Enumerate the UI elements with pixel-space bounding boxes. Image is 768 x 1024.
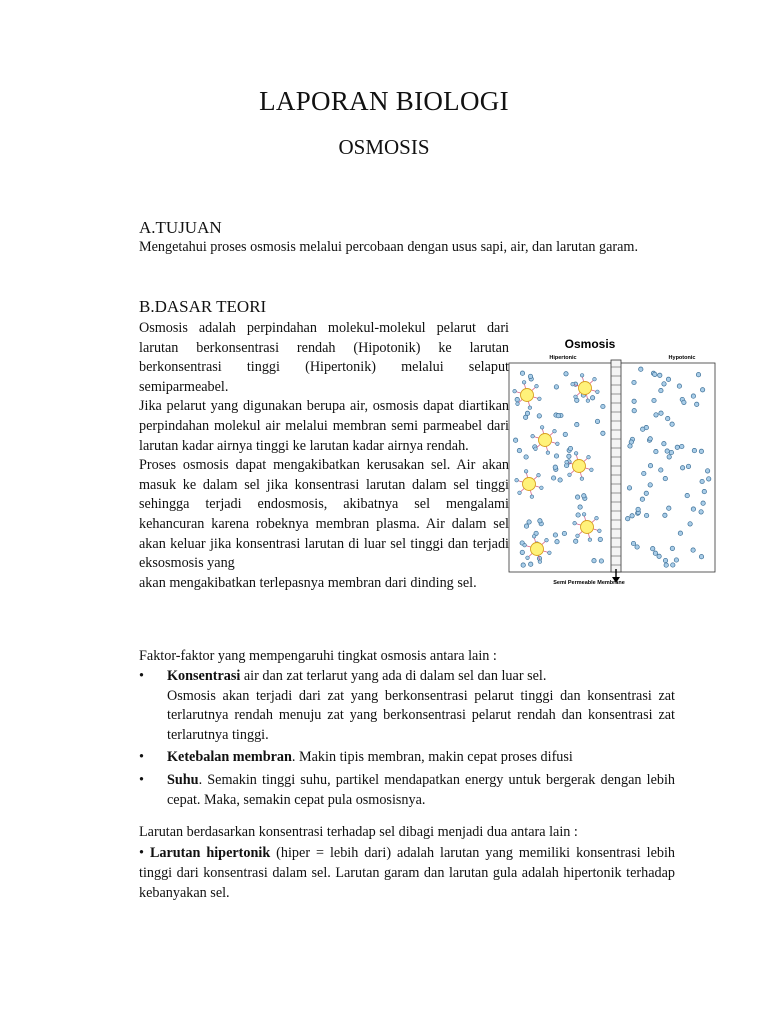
page-subtitle: OSMOSIS [338, 135, 430, 159]
water-molecule [685, 493, 689, 497]
water-molecule [555, 540, 559, 544]
section-heading-tujuan: A.TUJUAN [139, 218, 222, 237]
water-molecule [666, 377, 670, 381]
water-molecule [678, 531, 682, 535]
water-molecule [640, 497, 644, 501]
water-molecule [596, 390, 600, 394]
solute-particle [579, 382, 592, 395]
water-molecule [642, 471, 646, 475]
water-molecule [528, 374, 532, 378]
water-molecule [659, 468, 663, 472]
water-molecule [535, 384, 539, 388]
larutan-term: Larutan hipertonik [149, 845, 271, 861]
water-molecule [530, 495, 534, 499]
water-molecule [628, 444, 632, 448]
water-molecule [515, 478, 519, 482]
water-molecule [674, 558, 678, 562]
water-molecule [565, 460, 569, 464]
teori-paragraph: Osmosis adalah perpindahan molekul-molekul pelarut dari larutan berkonsentrasi rendah (Hipotonik) ke larutan berkonsentrasi tinggi (Hipertonik) melalui selaput semiparmeabel. [139, 320, 509, 395]
faktor-intro: Faktor-faktor yang mempengaruhi tingkat osmosis antara lain : [139, 648, 497, 664]
water-molecule [667, 455, 671, 459]
water-molecule [545, 538, 549, 542]
bullet: • [139, 845, 144, 861]
water-molecule [538, 560, 542, 564]
water-molecule [648, 483, 652, 487]
water-molecule [659, 411, 663, 415]
water-molecule [582, 513, 586, 517]
water-molecule [521, 563, 525, 567]
diagram-bottom-label: Semi Permeable Membrane [553, 580, 625, 586]
list-item [139, 771, 675, 810]
water-molecule [632, 399, 636, 403]
faktor-text: air dan zat terlarut yang ada di dalam sel dan luar sel. [240, 668, 547, 684]
water-molecule [580, 374, 584, 378]
water-molecule [601, 431, 605, 435]
water-molecule [578, 505, 582, 509]
water-molecule [700, 479, 704, 483]
water-molecule [537, 473, 541, 477]
teori-paragraph: Proses osmosis dapat mengakibatkan kerusakan sel. Air akan masuk ke dalam sel jika konsentrasi larutan dalam sel tinggi sehingga terjadi endosmosis, akibatnya sel mengalami kehancuran karena robeknya membran plasma. Air dalam sel akan keluar jika konsentrasi larutan di luar sel tinggi dan terjadi eksosmosis yang [139, 457, 509, 572]
water-molecule [553, 429, 557, 433]
water-molecule [562, 531, 566, 535]
solute-particle [531, 543, 544, 556]
water-molecule [574, 395, 578, 399]
page-title: LAPORAN BIOLOGI [259, 86, 509, 116]
water-molecule [588, 538, 592, 542]
water-molecule [590, 468, 594, 472]
water-molecule [701, 501, 705, 505]
teori-paragraph: Jika pelarut yang digunakan berupa air, osmosis dapat diartikan perpindahan molekul air melalui membran semi parmeabel dari larutan kadar airnya tinggi ke larutan kadar airnya rendah. [139, 398, 509, 454]
water-molecule [631, 541, 635, 545]
water-molecule [546, 451, 550, 455]
water-molecule [641, 427, 645, 431]
list-item [139, 748, 675, 768]
diagram-title: Osmosis [564, 337, 616, 351]
water-molecule [529, 562, 533, 566]
tujuan-text: Mengetahui proses osmosis melalui percobaan dengan usus sapi, air, dan larutan garam. [139, 239, 639, 255]
water-molecule [627, 486, 631, 490]
water-molecule [670, 546, 674, 550]
water-molecule [644, 513, 648, 517]
water-molecule [554, 454, 558, 458]
water-molecule [528, 406, 532, 410]
water-molecule [639, 367, 643, 371]
water-molecule [598, 529, 602, 533]
water-molecule [576, 513, 580, 517]
water-molecule [653, 551, 657, 555]
water-molecule [525, 411, 529, 415]
solute-particle [573, 460, 586, 473]
water-molecule [520, 550, 524, 554]
water-molecule [553, 533, 557, 537]
water-molecule [705, 469, 709, 473]
water-molecule [654, 413, 658, 417]
water-molecule [531, 434, 535, 438]
water-molecule [663, 476, 667, 480]
water-molecule [516, 402, 520, 406]
water-molecule [626, 517, 630, 521]
water-molecule [522, 381, 526, 385]
water-molecule [654, 449, 658, 453]
water-molecule [663, 558, 667, 562]
faktor-list [139, 667, 675, 810]
water-molecule [590, 396, 594, 400]
water-molecule [517, 448, 521, 452]
water-molecule [567, 454, 571, 458]
solute-particle [581, 521, 594, 534]
water-molecule [556, 414, 560, 418]
water-molecule [520, 371, 524, 375]
faktor-term: Konsentrasi [167, 668, 241, 684]
water-molecule [527, 520, 531, 524]
water-molecule [682, 400, 686, 404]
water-molecule [582, 494, 586, 498]
water-molecule [558, 478, 562, 482]
water-molecule [538, 519, 542, 523]
water-molecule [601, 404, 605, 408]
water-molecule [587, 455, 591, 459]
water-molecule [666, 416, 670, 420]
semi-permeable-membrane [611, 360, 621, 583]
water-molecule [691, 548, 695, 552]
water-molecule [686, 464, 690, 468]
water-molecule [513, 389, 517, 393]
water-molecule [568, 446, 572, 450]
water-molecule [680, 444, 684, 448]
water-molecule [644, 491, 648, 495]
water-molecule [575, 422, 579, 426]
water-molecule [700, 388, 704, 392]
solute-particle [523, 478, 536, 491]
faktor-extra: Osmosis akan terjadi dari zat yang berkonsentrasi pelarut tinggi dan konsentrasi zat terlarutnya rendah menuju zat yang berkonsentrasi pelarut rendah dan konsentrasi zat terlarutnya tinggi. [167, 687, 675, 743]
water-molecule [659, 388, 663, 392]
water-molecule [696, 373, 700, 377]
water-molecule [702, 489, 706, 493]
bullet: • [139, 771, 144, 788]
water-molecule [524, 524, 528, 528]
water-molecule [662, 382, 666, 386]
water-molecule [574, 539, 578, 543]
section-heading-dasar-teori: B.DASAR TEORI [139, 297, 267, 316]
water-molecule [564, 372, 568, 376]
water-molecule [513, 438, 517, 442]
water-molecule [677, 384, 681, 388]
water-molecule [568, 473, 572, 477]
water-molecule [595, 419, 599, 423]
water-molecule [652, 398, 656, 402]
water-molecule [556, 442, 560, 446]
water-molecule [635, 545, 639, 549]
water-molecule [695, 402, 699, 406]
list-item [139, 667, 675, 745]
water-molecule [651, 547, 655, 551]
teori-paragraph: akan mengakibatkan terlepasnya membran dari dinding sel. [139, 574, 477, 591]
water-molecule [707, 477, 711, 481]
faktor-term: Suhu [167, 771, 199, 788]
water-molecule [551, 476, 555, 480]
osmosis-illustration [507, 333, 725, 593]
water-molecule [680, 466, 684, 470]
faktor-term: Ketebalan membran [167, 749, 292, 766]
larutan-intro: Larutan berdasarkan konsentrasi terhadap sel dibagi menjadi dua antara lain : [139, 824, 578, 840]
faktor-text: . Makin tipis membran, makin cepat proses difusi [291, 749, 573, 766]
water-molecule [691, 394, 695, 398]
water-molecule [671, 563, 675, 567]
water-molecule [532, 535, 536, 539]
solute-particle [539, 434, 552, 447]
water-molecule [599, 559, 603, 563]
water-molecule [636, 507, 640, 511]
water-molecule [658, 373, 662, 377]
water-molecule [563, 432, 567, 436]
water-molecule [675, 445, 679, 449]
bullet: • [139, 749, 144, 766]
water-molecule [554, 385, 558, 389]
water-molecule [662, 442, 666, 446]
water-molecule [540, 486, 544, 490]
water-molecule [571, 382, 575, 386]
water-molecule [523, 543, 527, 547]
water-molecule [524, 470, 528, 474]
water-molecule [575, 495, 579, 499]
water-molecule [534, 447, 538, 451]
water-molecule [595, 516, 599, 520]
water-molecule [648, 464, 652, 468]
water-molecule [526, 556, 530, 560]
water-molecule [632, 380, 636, 384]
water-molecule [663, 513, 667, 517]
water-molecule [665, 449, 669, 453]
water-molecule [692, 448, 696, 452]
water-molecule [691, 507, 695, 511]
water-molecule [669, 450, 673, 454]
larutan-text: (hiper = lebih dari) adalah larutan yang memiliki konsentrasi lebih tinggi dari konsentrasi dalam sel. Larutan garam dan larutan gula adalah hipertonik terhadap kebanyakan sel. [139, 845, 676, 901]
water-molecule [653, 372, 657, 376]
dasar-teori-body [139, 319, 509, 593]
osmosis-diagram [507, 333, 725, 593]
water-molecule [657, 554, 661, 558]
water-molecule [688, 522, 692, 526]
water-molecule [580, 477, 584, 481]
water-molecule [573, 521, 577, 525]
diagram-right-label: Hypotonic [668, 355, 696, 361]
solute-particle [521, 389, 534, 402]
water-molecule [699, 555, 703, 559]
water-molecule [524, 455, 528, 459]
water-molecule [553, 465, 557, 469]
water-molecule [667, 506, 671, 510]
water-molecule [576, 534, 580, 538]
water-molecule [670, 422, 674, 426]
water-molecule [593, 377, 597, 381]
diagram-left-label: Hipertonic [549, 355, 577, 361]
water-molecule [630, 514, 634, 518]
water-molecule [664, 563, 668, 567]
water-molecule [574, 452, 578, 456]
water-molecule [538, 397, 542, 401]
water-molecule [648, 437, 652, 441]
water-molecule [515, 397, 519, 401]
water-molecule [586, 399, 590, 403]
bullet: • [139, 668, 144, 684]
water-molecule [632, 409, 636, 413]
water-molecule [548, 551, 552, 555]
larutan-hipertonik [139, 843, 675, 903]
water-molecule [699, 510, 703, 514]
faktor-text: . Semakin tinggi suhu, partikel mendapatkan energy untuk bergerak dengan lebih cepat. Maka, semakin cepat pula osmosisnya. [167, 771, 675, 808]
water-molecule [598, 537, 602, 541]
water-molecule [518, 491, 522, 495]
water-molecule [540, 426, 544, 430]
water-molecule [699, 449, 703, 453]
water-molecule [537, 414, 541, 418]
water-molecule [592, 559, 596, 563]
